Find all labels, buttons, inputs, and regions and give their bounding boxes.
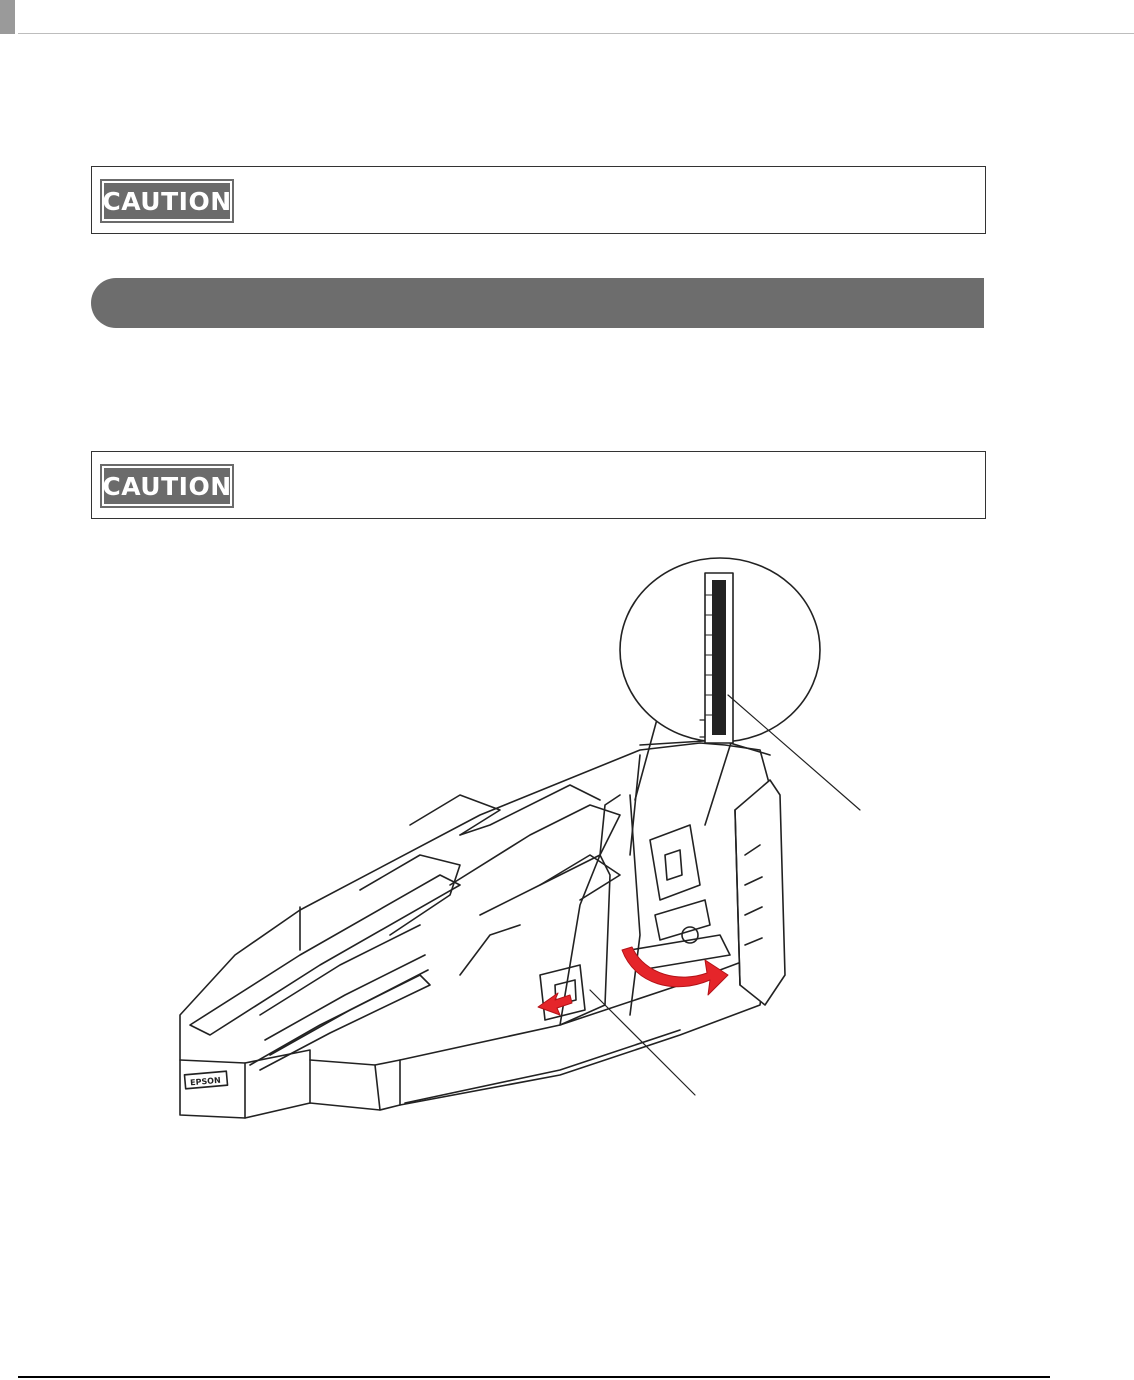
printer-illustration (160, 555, 880, 1125)
caution-badge (102, 466, 232, 506)
caution-notice-2 (91, 451, 986, 519)
caution-label: CAUTION (102, 186, 232, 216)
caution-notice-1 (91, 166, 986, 234)
header-tab (0, 0, 15, 34)
printer-body-outline (180, 740, 785, 1118)
epson-logo: EPSON (189, 1075, 222, 1088)
header-rule (18, 33, 1134, 34)
footer-rule (18, 1376, 1050, 1378)
caution-badge (102, 181, 232, 221)
section-heading-bar (91, 278, 984, 328)
caution-label: CAUTION (102, 471, 232, 501)
